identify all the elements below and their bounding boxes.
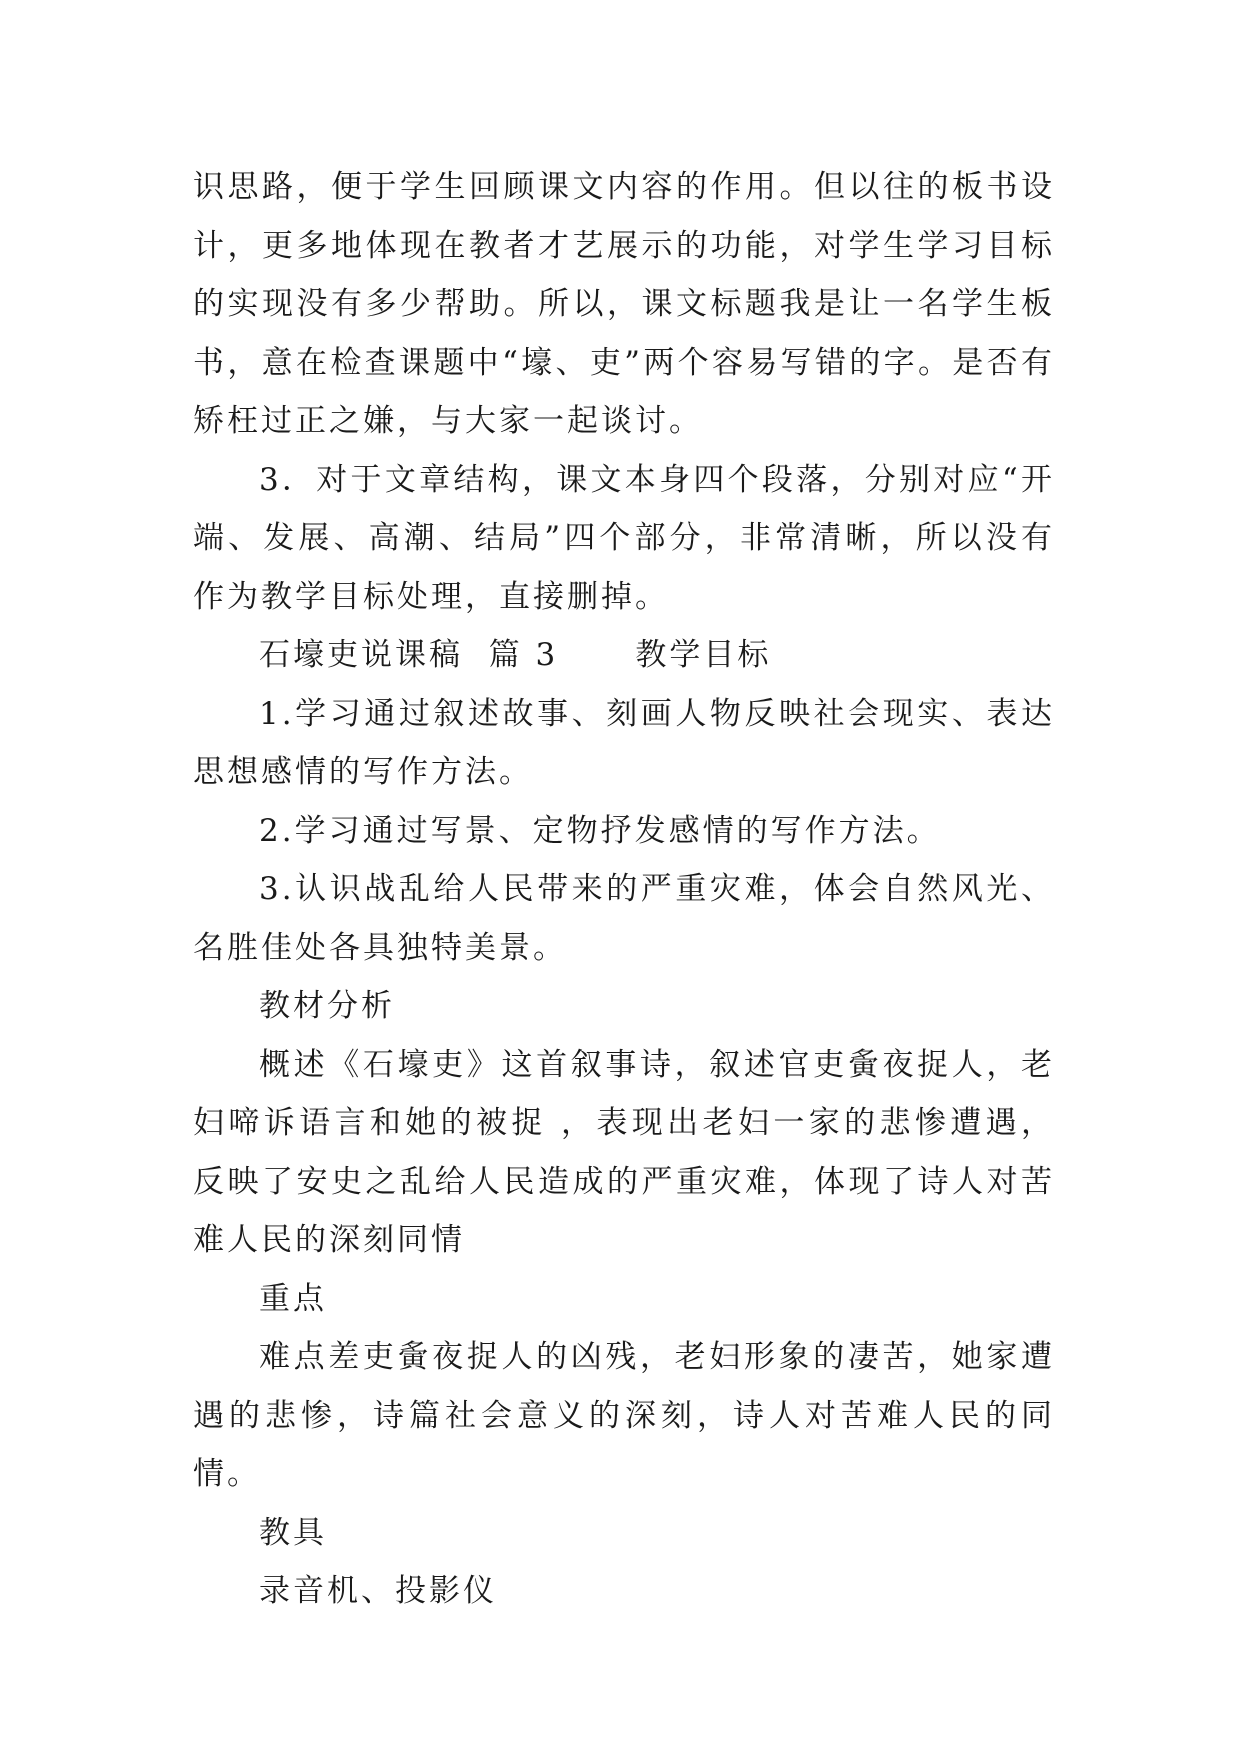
objective-item-3: 3.认识战乱给人民带来的严重灾难，体会自然风光、名胜佳处各具独特美景。 xyxy=(193,871,1055,966)
section-heading-objectives: 石壕吏说课稿 篇 3 教学目标 xyxy=(259,637,772,673)
objective-item-1: 1.学习通过叙述故事、刻画人物反映社会现实、表达思想感情的写作方法。 xyxy=(193,695,1055,790)
paragraph-difficulties: 难点差吏夤夜捉人的凶残，老妇形象的凄苦，她家遭遇的悲惨，诗篇社会意义的深刻，诗人对苦难人民的同情。 xyxy=(193,1339,1055,1492)
objective-item-2: 2.学习通过写景、定物抒发感情的写作方法。 xyxy=(259,812,941,849)
section-heading-teaching-aids: 教具 xyxy=(259,1514,327,1551)
section-heading-analysis: 教材分析 xyxy=(259,988,395,1024)
paragraph-structure-note: 3．对于文章结构，课文本身四个段落，分别对应“开端、发展、高潮、结局”四个部分，非常清晰，所以没有作为教学目标处理，直接删掉。 xyxy=(193,461,1055,615)
paragraph-board-design: 识思路，便于学生回顾课文内容的作用。但以往的板书设计，更多地体现在教者才艺展示的功能，对学生学习目标的实现没有多少帮助。所以，课文标题我是让一名学生板书，意在检查课题中“壕、吏”两个容易写错的字。是否有矫枉过正之嫌，与大家一起谈讨。 xyxy=(193,169,1055,439)
body-text xyxy=(193,158,1055,1621)
paragraph-analysis: 概述《石壕吏》这首叙事诗，叙述官吏夤夜捉人，老妇啼诉语言和她的被捉 ，表现出老妇一家的悲惨遭遇，反映了安史之乱给人民造成的严重灾难，体现了诗人对苦难人民的深刻同情 xyxy=(193,1046,1055,1258)
section-heading-key-points: 重点 xyxy=(259,1280,327,1317)
paragraph-teaching-aids: 录音机、投影仪 xyxy=(259,1573,497,1609)
